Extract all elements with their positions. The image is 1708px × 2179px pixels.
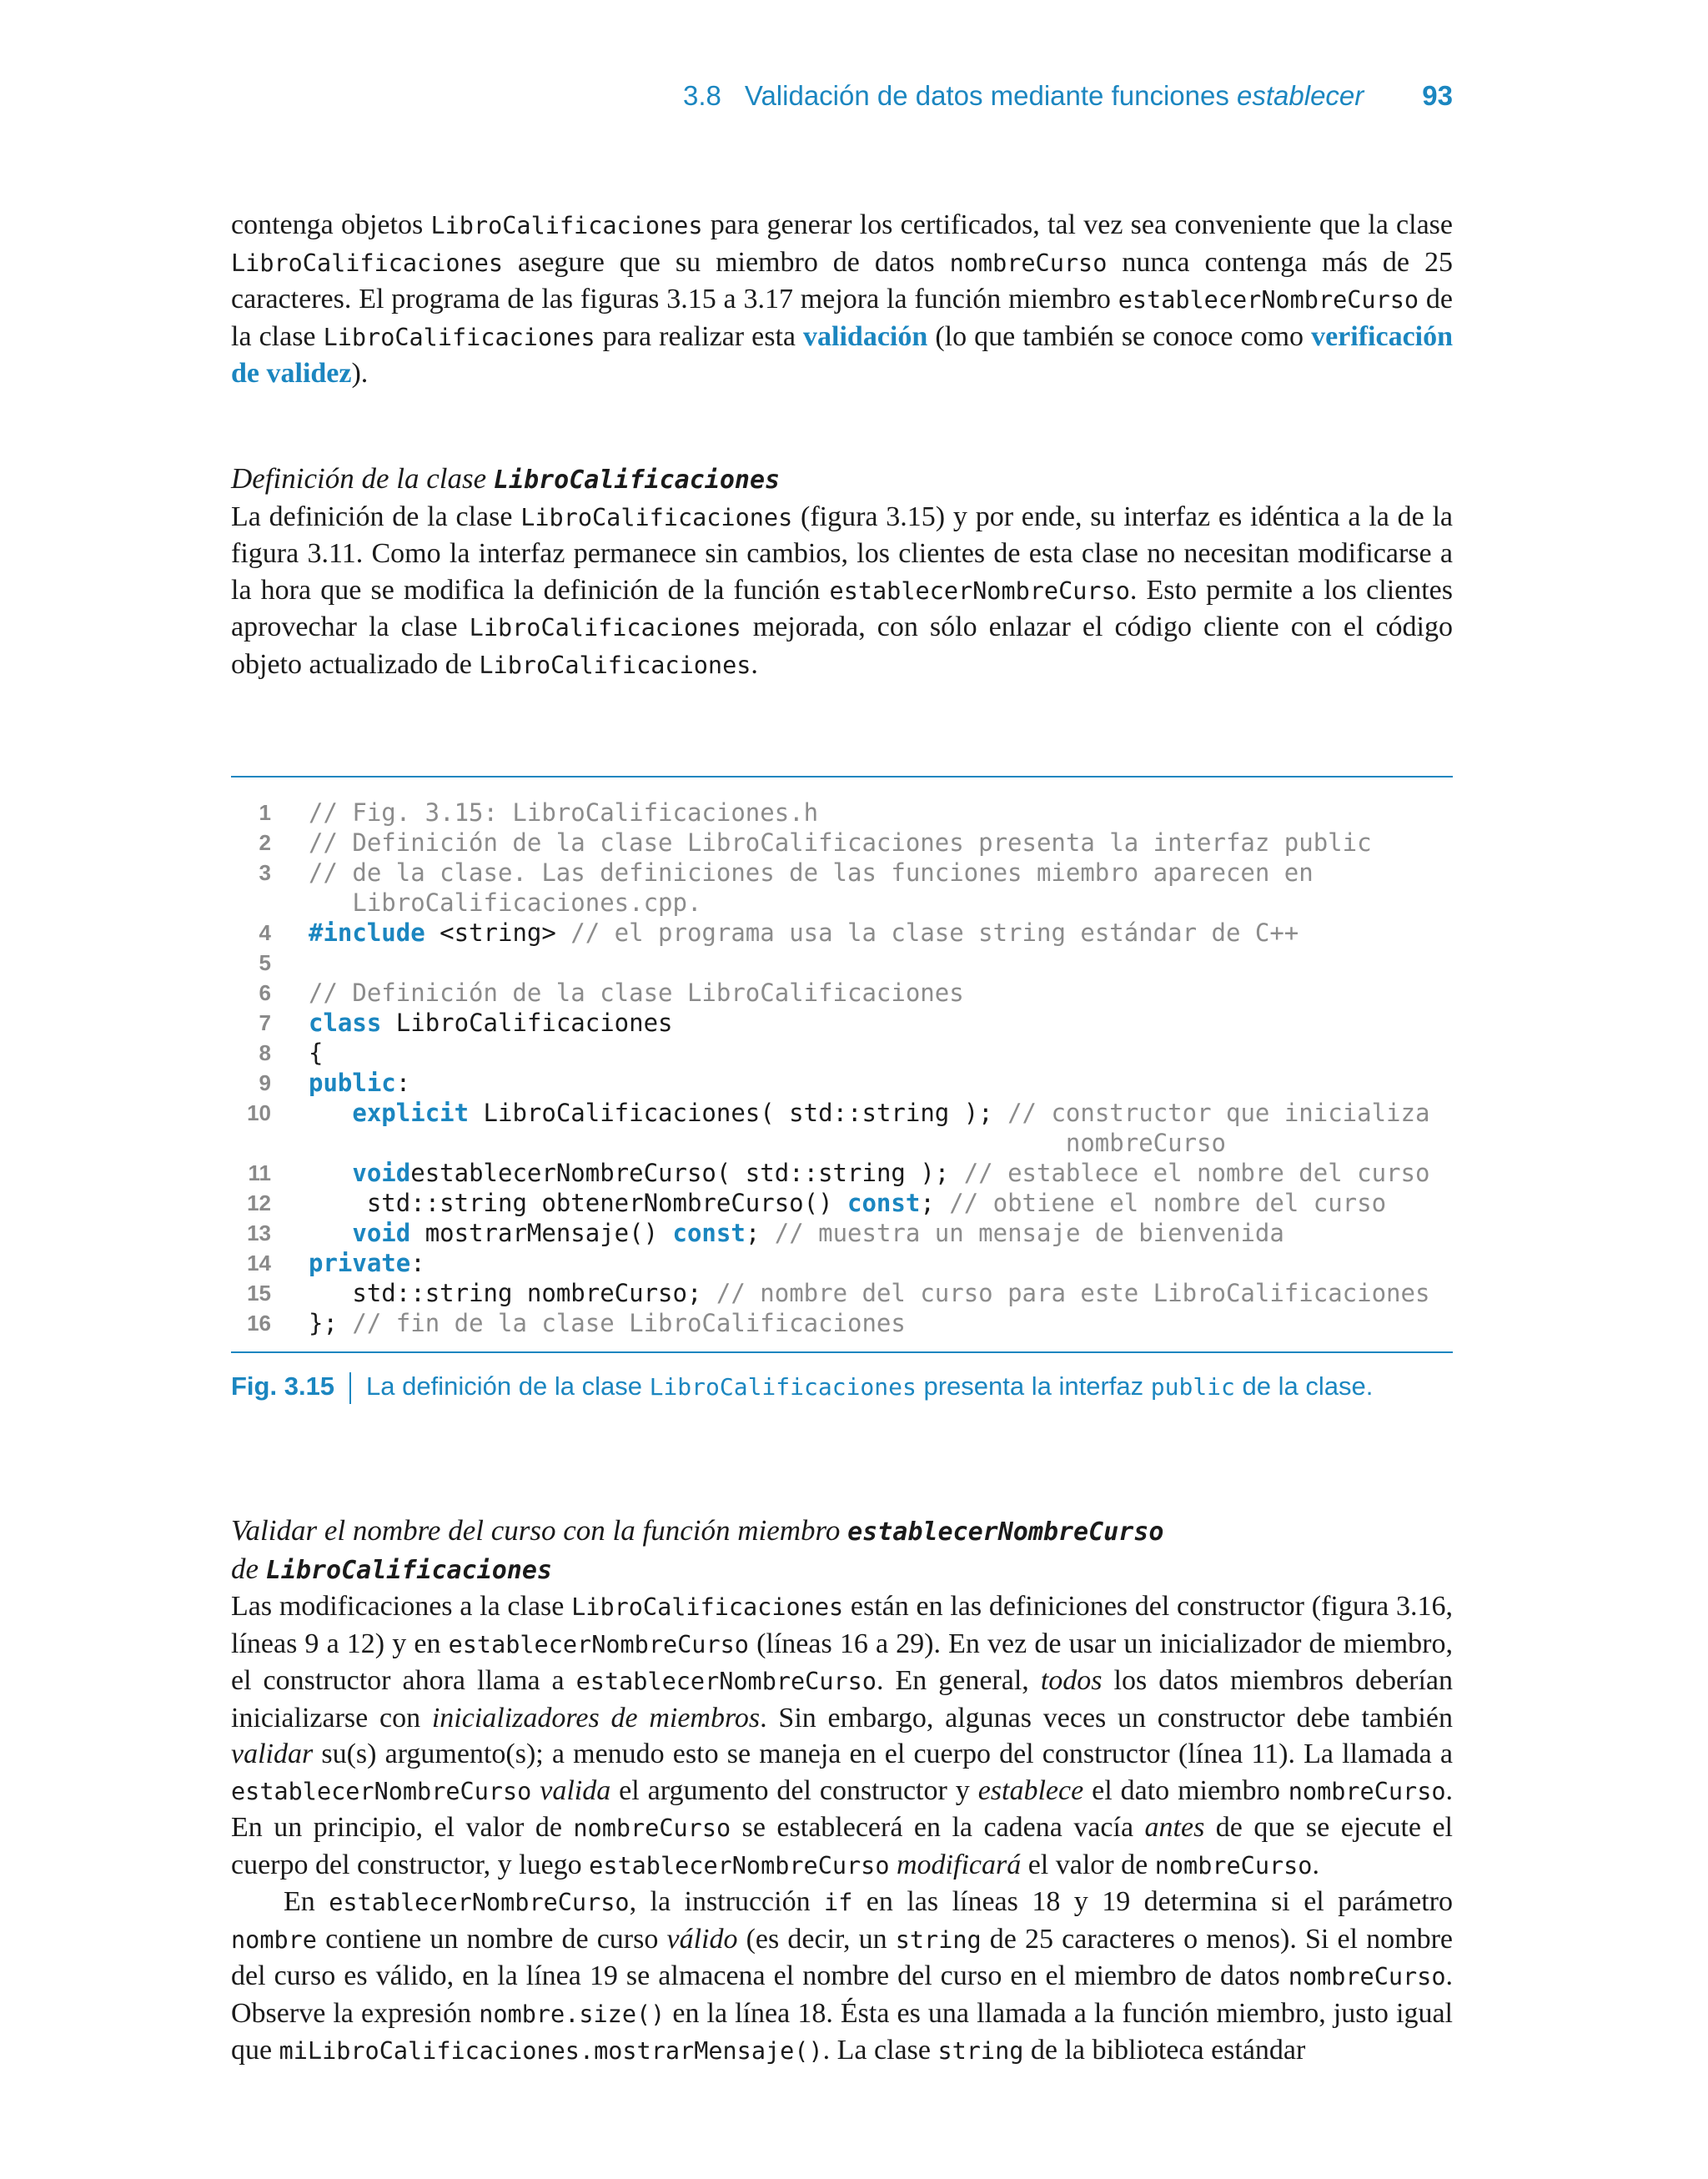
line-number: 11 (248, 1160, 271, 1185)
line-source (309, 1158, 1429, 1188)
code-line (231, 918, 1453, 948)
line-number: 16 (247, 1311, 271, 1336)
line-number: 2 (259, 830, 271, 855)
code-comment: // constructor que inicializa (1007, 1099, 1430, 1127)
code-line (231, 1008, 1453, 1038)
code-line (231, 948, 1453, 978)
code-comment: // establece el nombre del curso (963, 1159, 1430, 1187)
code-keyword: public (309, 1069, 396, 1097)
code-keyword: class (309, 1009, 382, 1037)
line-source (309, 798, 818, 828)
section-paragraph: La definición de la clase LibroCalificaciones (figura 3.15) y por ende, su interfaz es idéntica a la de la figura 3.11. Como la interfaz permanece sin cambios, los clientes de esta clase no necesitan modificarse a la hora que se modifica la definición de la función establecerNombreCurso. Esto permite a los clientes aprovechar la clase LibroCalificaciones mejorada, con sólo enlazar el código cliente con el código objeto actualizado de LibroCalificaciones. (231, 501, 1454, 680)
code-keyword: #include (309, 918, 425, 947)
line-number: 4 (259, 920, 271, 945)
term-verificacion: verificación de validez (231, 320, 1454, 389)
code-line (231, 1188, 1453, 1218)
code-keyword: explicit (352, 1099, 470, 1127)
code-line (231, 978, 1453, 1008)
code-line (231, 1248, 1453, 1278)
section-paragraph: Las modificaciones a la clase LibroCalificaciones están en las definiciones del constructor (figura 3.16, líneas 9 a 12) y en establecerNombreCurso (líneas 16 a 29). En vez de usar un inicializador de miembro, el constructor ahora llama a establecerNombreCurso. En general, todos los datos miembros deberían inicializarse con inicializadores de miembros. Sin embargo, algunas veces un constructor debe también validar su(s) argumento(s); a menudo esto se maneja en el cuerpo del constructor (línea 11). La llamada a establecerNombreCurso valida el argumento del constructor y establece el dato miembro nombreCurso. En un principio, el valor de nombreCurso se establecerá en la cadena vacía antes de que se ejecute el cuerpo del constructor, y luego establecerNombreCurso modificará el valor de nombreCurso. (231, 1591, 1454, 1880)
code-indent (309, 1219, 352, 1247)
section-number: 3.8 (683, 80, 721, 111)
code-line (231, 798, 1453, 828)
code-text: mostrarMensaje() (410, 1219, 673, 1247)
code-comment: // de la clase. Las definiciones de las funciones miembro aparecen en (309, 858, 1314, 887)
running-head (683, 80, 1453, 112)
code-text: ; (920, 1189, 950, 1217)
line-number: 14 (247, 1251, 271, 1276)
line-source (309, 1008, 673, 1038)
code-continuation: nombreCurso (309, 1129, 1226, 1157)
code-line (231, 828, 1453, 858)
code-line (231, 858, 1453, 918)
code-line (231, 1038, 1453, 1068)
section-class-definition (231, 460, 1453, 683)
code-text: establecerNombreCurso( std::string ); (410, 1159, 964, 1187)
code-indent (309, 1189, 352, 1217)
code-keyword: void (352, 1219, 411, 1247)
line-source (309, 1188, 1386, 1218)
line-source (309, 978, 964, 1008)
code-keyword: void (352, 1159, 411, 1187)
code-comment: // nombre del curso para este LibroCalificaciones (716, 1279, 1430, 1307)
code-line (231, 1158, 1453, 1188)
code-comment: // muestra un mensaje de bienvenida (774, 1219, 1284, 1247)
figure-caption: Fig. 3.15 La definición de la clase LibroCalificaciones presenta la interfaz public de la clase. (231, 1371, 1453, 1404)
code-line (231, 1278, 1453, 1308)
line-number: 6 (259, 980, 271, 1005)
code-indent (309, 1279, 352, 1307)
code-keyword: private (309, 1249, 411, 1277)
code-text: ; (745, 1219, 775, 1247)
code-text: LibroCalificaciones( std::string ); (469, 1099, 1008, 1127)
line-number: 10 (247, 1100, 271, 1125)
code-text: }; (309, 1309, 353, 1337)
line-source (309, 1248, 425, 1278)
listing-lines (231, 777, 1453, 1351)
line-number: 12 (247, 1190, 271, 1215)
term-validacion: validación (803, 320, 928, 352)
line-source (309, 858, 1314, 918)
line-number: 3 (259, 860, 271, 885)
line-source (309, 1098, 1429, 1158)
code-text: { (309, 1039, 324, 1067)
line-number: 9 (259, 1070, 271, 1095)
code-line (231, 1068, 1453, 1098)
line-number: 7 (259, 1010, 271, 1035)
code-comment: // Definición de la clase LibroCalificaciones presenta la interfaz public (309, 828, 1372, 857)
section-heading: Validar el nombre del curso con la función miembro establecerNombreCurso de LibroCalificaciones (231, 1514, 1164, 1585)
code-comment: // obtiene el nombre del curso (949, 1189, 1387, 1217)
page-number: 93 (1422, 80, 1453, 111)
line-number: 8 (259, 1040, 271, 1065)
code-text: LibroCalificaciones (381, 1009, 673, 1037)
code-text: : (410, 1249, 425, 1277)
listing-bottom-rule (231, 1351, 1453, 1353)
code-listing (231, 776, 1453, 1404)
caption-separator (349, 1372, 351, 1404)
line-source (309, 1218, 1284, 1248)
line-number: 15 (247, 1281, 271, 1306)
section-heading: Definición de la clase LibroCalificaciones (231, 462, 781, 495)
code-comment: // Fig. 3.15: LibroCalificaciones.h (309, 798, 819, 827)
intro-paragraph: contenga objetos LibroCalificaciones para generar los certificados, tal vez sea conveniente que la clase LibroCalificaciones asegure que su miembro de datos nombreCurso nunca contenga más de 25 caracteres. El programa de las figuras 3.15 a 3.17 mejora la función miembro establecerNombreCurso de la clase LibroCalificaciones para realizar esta validación (lo que también se conoce como verificación de validez). (231, 209, 1454, 389)
code-comment: // fin de la clase LibroCalificaciones (352, 1309, 906, 1337)
line-number: 1 (259, 800, 271, 825)
line-source (309, 1038, 323, 1068)
code-text: <string> (424, 918, 571, 947)
line-source (309, 918, 1299, 948)
line-number: 13 (247, 1220, 271, 1246)
section-title: Validación de datos mediante funciones establecer (744, 80, 1364, 111)
line-source (309, 1308, 906, 1338)
code-keyword: const (847, 1189, 921, 1217)
code-line (231, 1308, 1453, 1338)
code-comment: // el programa usa la clase string estándar de C++ (570, 918, 1299, 947)
code-keyword: const (672, 1219, 746, 1247)
code-text: : (395, 1069, 411, 1097)
code-text: std::string obtenerNombreCurso() (352, 1189, 848, 1217)
line-source (309, 1278, 1429, 1308)
section-paragraph: En establecerNombreCurso, la instrucción if en las líneas 18 y 19 determina si el parámetro nombre contiene un nombre de curso válido (es decir, un string de 25 caracteres o menos). Si el nombre del curso es válido, en la línea 19 se almacena el nombre del curso en el miembro de datos nombreCurso. Observe la expresión nombre.size() en la línea 18. Ésta es una llamada a la función miembro, justo igual que miLibroCalificaciones.mostrarMensaje(). La clase string de la biblioteca estándar (231, 1886, 1453, 2066)
code-continuation: LibroCalificaciones.cpp. (309, 888, 702, 917)
code-indent (309, 1099, 352, 1127)
line-source (309, 828, 1372, 858)
line-number: 5 (259, 950, 271, 975)
line-source (309, 1068, 410, 1098)
code-line (231, 1218, 1453, 1248)
section-validation (231, 1512, 1453, 2070)
code-line (231, 1098, 1453, 1158)
code-text: std::string nombreCurso; (352, 1279, 716, 1307)
figure-label: Fig. 3.15 (231, 1371, 335, 1401)
code-indent (309, 1159, 352, 1187)
code-comment: // Definición de la clase LibroCalificaciones (309, 979, 964, 1007)
